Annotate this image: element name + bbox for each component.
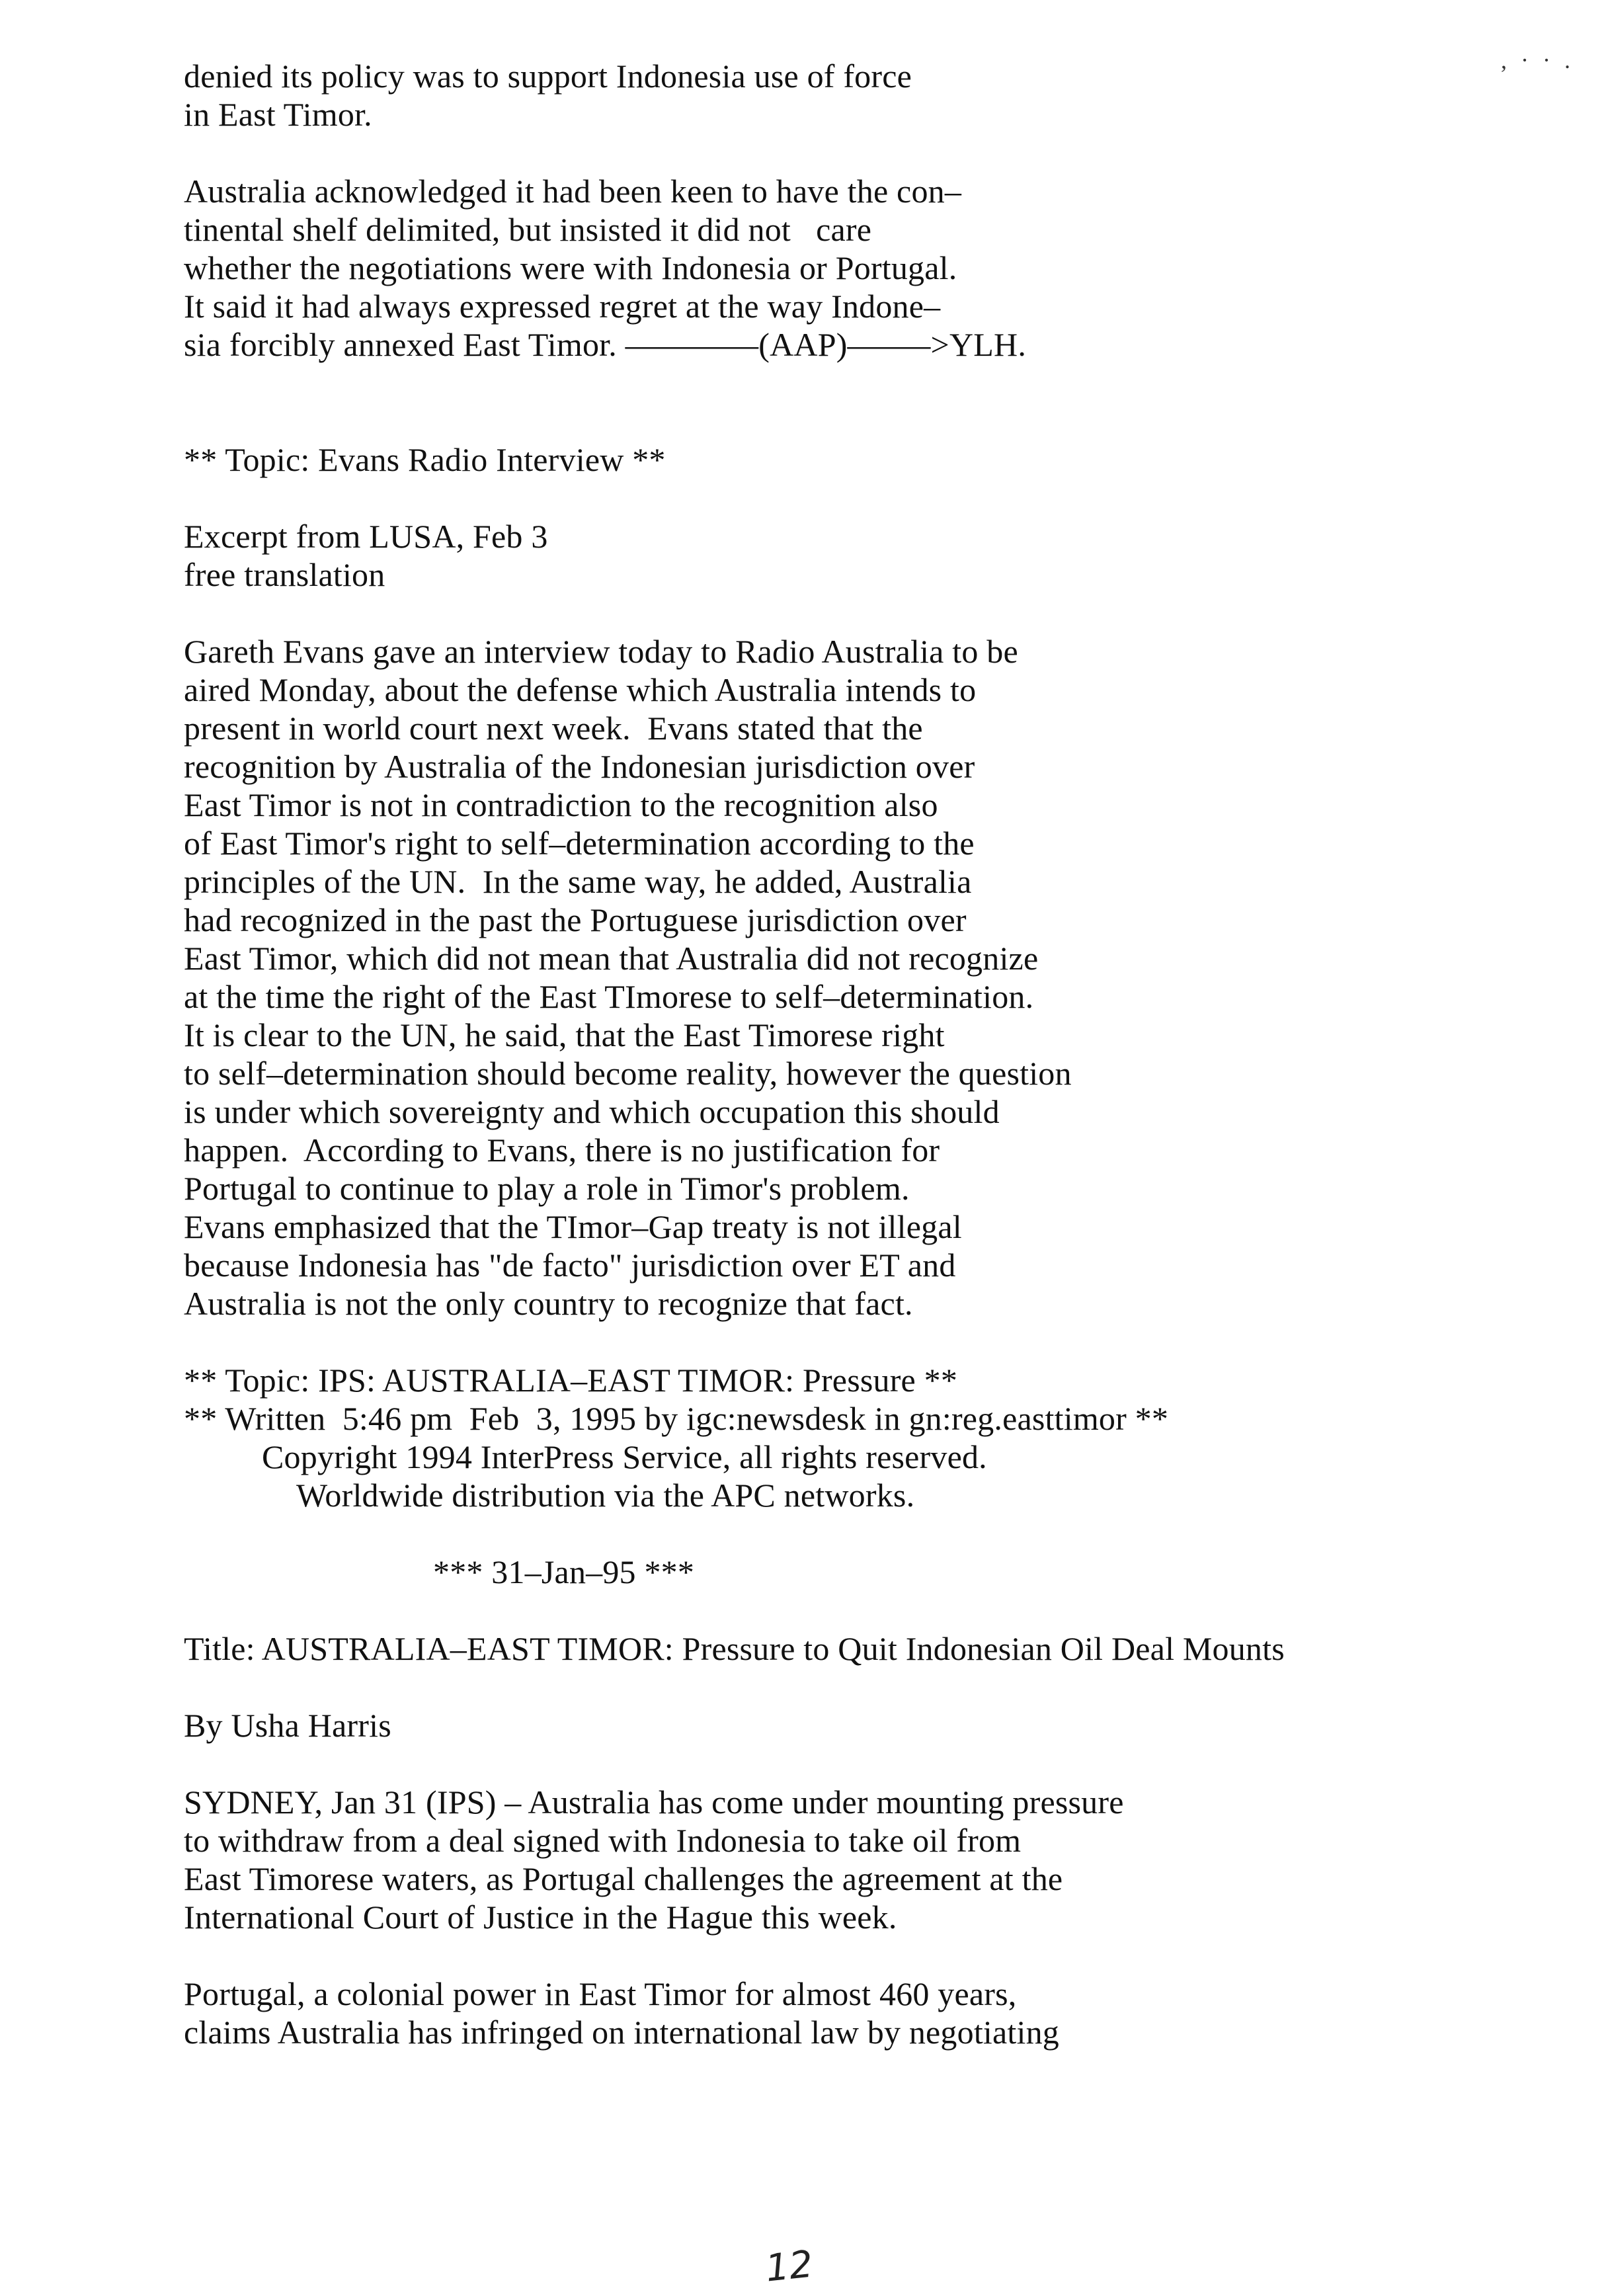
text-line: whether the negotiations were with Indonesia or Portugal. [184, 249, 957, 286]
topic-heading: ** Topic: IPS: AUSTRALIA–EAST TIMOR: Pressure ** [184, 1362, 958, 1399]
text-line: happen. According to Evans, there is no justification for [184, 1131, 940, 1168]
text-line: It said it had always expressed regret at the way Indone– [184, 288, 941, 325]
text-line: is under which sovereignty and which occupation this should [184, 1093, 1000, 1130]
text-line: Gareth Evans gave an interview today to Radio Australia to be [184, 633, 1018, 670]
byline: By Usha Harris [184, 1707, 391, 1744]
copyright-line: Copyright 1994 InterPress Service, all rights reserved. [262, 1438, 987, 1475]
text-line: aired Monday, about the defense which Australia intends to [184, 671, 977, 708]
excerpt-source: Excerpt from LUSA, Feb 3 [184, 518, 548, 555]
text-line: SYDNEY, Jan 31 (IPS) – Australia has come under mounting pressure [184, 1784, 1124, 1821]
text-line: of East Timor's right to self–determination according to the [184, 825, 975, 862]
text-line: East Timorese waters, as Portugal challenges the agreement at the [184, 1860, 1063, 1897]
text-line: Australia acknowledged it had been keen to have the con– [184, 173, 962, 210]
text-line: Evans emphasized that the TImor–Gap treaty is not illegal [184, 1208, 962, 1245]
text-line: denied its policy was to support Indonesia use of force [184, 58, 912, 95]
text-line: present in world court next week. Evans stated that the [184, 710, 923, 747]
text-line: International Court of Justice in the Hague this week. [184, 1899, 897, 1936]
text-line: had recognized in the past the Portuguese jurisdiction over [184, 901, 967, 938]
text-line: in East Timor. [184, 96, 372, 133]
text-line: claims Australia has infringed on international law by negotiating [184, 2014, 1059, 2051]
written-line: ** Written 5:46 pm Feb 3, 1995 by igc:newsdesk in gn:reg.easttimor ** [184, 1400, 1169, 1437]
distribution-line: Worldwide distribution via the APC networks. [296, 1477, 915, 1514]
text-line: principles of the UN. In the same way, he added, Australia [184, 863, 972, 900]
article-title: Title: AUSTRALIA–EAST TIMOR: Pressure to Quit Indonesian Oil Deal Mounts [184, 1630, 1285, 1667]
dateline: *** 31–Jan–95 *** [433, 1553, 695, 1590]
text-line: Australia is not the only country to recognize that fact. [184, 1285, 913, 1322]
text-line: sia forcibly annexed East Timor. ––––––––(AAP)–––––>YLH. [184, 326, 1027, 363]
text-line: East Timor is not in contradiction to the recognition also [184, 786, 938, 823]
text-line: because Indonesia has "de facto" jurisdiction over ET and [184, 1247, 956, 1284]
text-line: It is clear to the UN, he said, that the East Timorese right [184, 1016, 945, 1053]
text-line: tinental shelf delimited, but insisted it did not care [184, 211, 872, 248]
topic-heading: ** Topic: Evans Radio Interview ** [184, 441, 666, 478]
page-number: 12 [763, 2242, 815, 2291]
text-line: to withdraw from a deal signed with Indonesia to take oil from [184, 1822, 1022, 1859]
corner-handwritten-mark: , · · . [1501, 47, 1574, 73]
text-line: to self–determination should become reality, however the question [184, 1055, 1072, 1092]
excerpt-note: free translation [184, 556, 385, 593]
text-line: at the time the right of the East TImorese to self–determination. [184, 978, 1034, 1015]
text-line: Portugal, a colonial power in East Timor for almost 460 years, [184, 1975, 1017, 2012]
text-line: recognition by Australia of the Indonesian jurisdiction over [184, 748, 975, 785]
text-line: Portugal to continue to play a role in Timor's problem. [184, 1170, 910, 1207]
text-line: East Timor, which did not mean that Australia did not recognize [184, 940, 1039, 977]
